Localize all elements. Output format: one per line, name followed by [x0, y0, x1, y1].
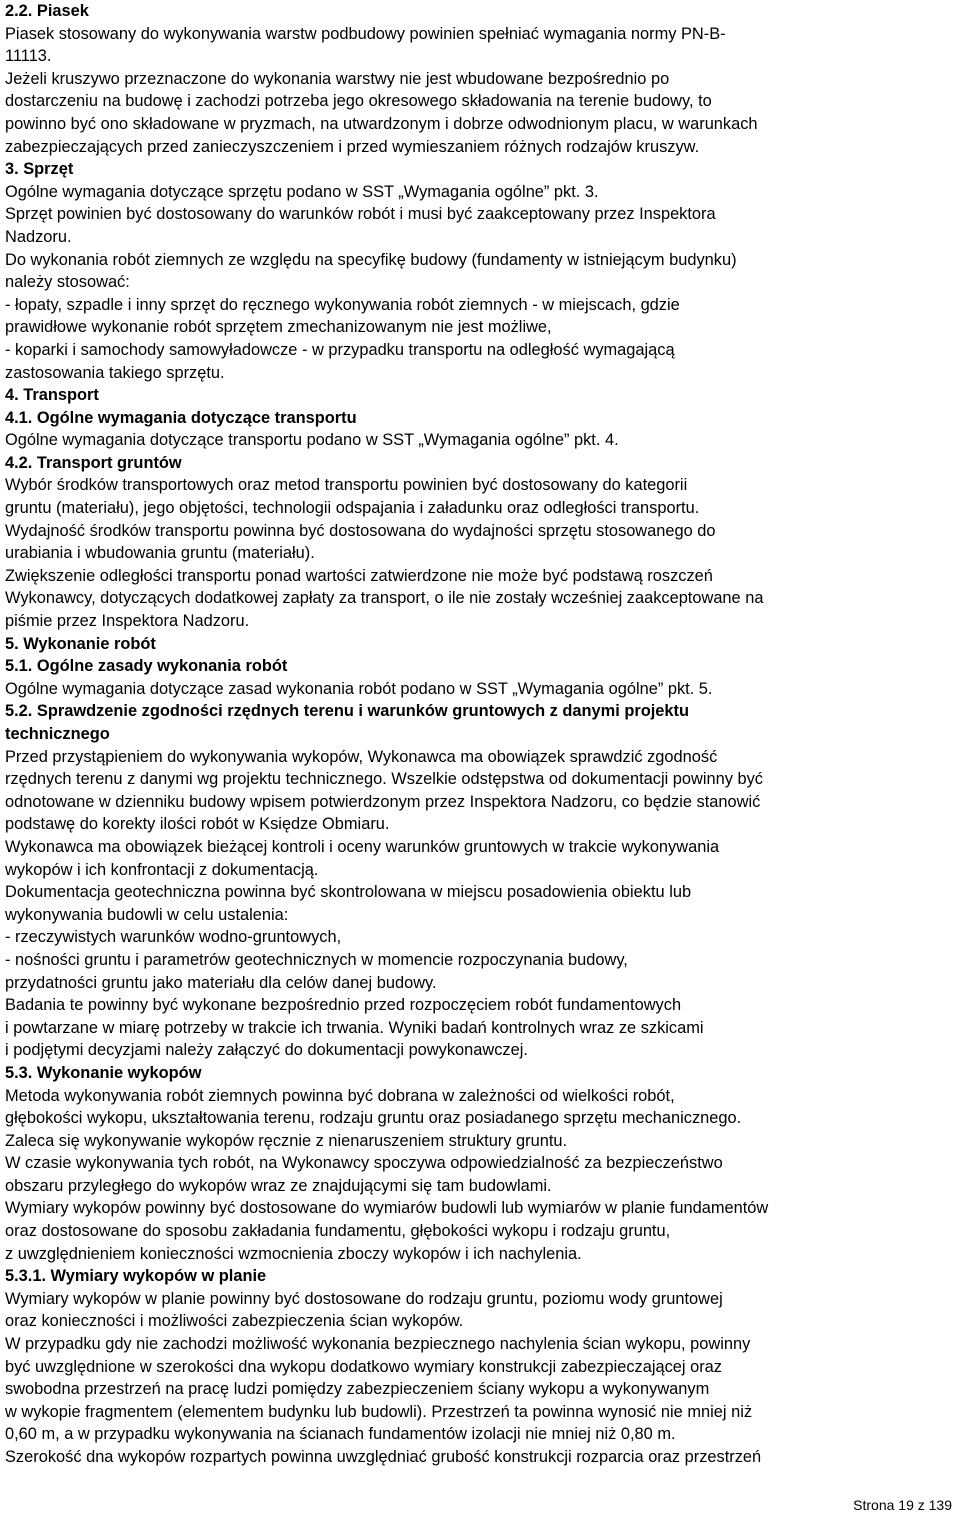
text-line: głębokości wykopu, ukształtowania terenu, rodzaju gruntu oraz posiadanego sprzętu mechanicznego. — [5, 1109, 742, 1128]
text-line: - nośności gruntu i parametrów geotechnicznych w momencie rozpoczynania budowy, — [5, 950, 628, 969]
text-line: przydatności gruntu jako materiału dla celów danej budowy. — [5, 973, 437, 992]
text-line: w wykopie fragmentem (elementem budynku lub budowli). Przestrzeń ta powinna wynosić nie mniej niż — [5, 1402, 753, 1421]
section-heading: 5.3. Wykonanie wykopów — [5, 1063, 202, 1082]
text-line: Dokumentacja geotechniczna powinna być skontrolowana w miejscu posadowienia obiektu lub — [5, 883, 692, 902]
section-heading: 3. Sprzęt — [5, 160, 74, 179]
text-line: W przypadku gdy nie zachodzi możliwość wykonania bezpiecznego nachylenia ścian wykopu, powinny — [5, 1335, 751, 1354]
text-line: Szerokość dna wykopów rozpartych powinna uwzględniać grubość konstrukcji rozparcia oraz przestrzeń — [5, 1448, 762, 1466]
text-line: zabezpieczających przed zanieczyszczeniem i przed wymieszaniem różnych rodzajów kruszyw. — [5, 137, 700, 156]
section-heading: 2.2. Piasek — [5, 2, 89, 20]
text-line: obszaru przyległego do wykopów wraz ze znajdującymi się tam budowlami. — [5, 1176, 552, 1195]
text-line: 11113. — [5, 47, 52, 66]
text-line: należy stosować: — [5, 273, 130, 292]
text-line: Badania te powinny być wykonane bezpośrednio przed rozpoczęciem robót fundamentowych — [5, 996, 682, 1015]
text-line: wykonywania budowli w celu ustalenia: — [5, 905, 289, 924]
section-heading: 5.2. Sprawdzenie zgodności rzędnych terenu i warunków gruntowych z danymi projektu — [5, 702, 689, 721]
text-line: - koparki i samochody samowyładowcze - w przypadku transportu na odległość wymagającą — [5, 340, 675, 359]
document-body — [5, 0, 954, 1469]
text-line: - łopaty, szpadle i inny sprzęt do ręcznego wykonywania robót ziemnych - w miejscach, gdzie — [5, 295, 680, 314]
text-line: Ogólne wymagania dotyczące sprzętu podano w SST „Wymagania ogólne” pkt. 3. — [5, 182, 599, 201]
text-line: Ogólne wymagania dotyczące zasad wykonania robót podano w SST „Wymagania ogólne” pkt. 5. — [5, 679, 713, 698]
text-line: Nadzoru. — [5, 227, 72, 246]
text-line: odnotowane w dzienniku budowy wpisem potwierdzonym przez Inspektora Nadzoru, co będzie stanowić — [5, 792, 761, 811]
text-line: zastosowania takiego sprzętu. — [5, 363, 225, 382]
text-line: dostarczeniu na budowę i zachodzi potrzeba jego okresowego składowania na terenie budowy, to — [5, 92, 712, 111]
text-line: Wykonawcy, dotyczących dodatkowej zapłaty za transport, o ile nie zostały wcześniej zaakceptowane na — [5, 589, 764, 608]
text-line: oraz konieczności i możliwości zabezpieczenia ścian wykopów. — [5, 1312, 464, 1331]
text-line: Jeżeli kruszywo przeznaczone do wykonania warstwy nie jest wbudowane bezpośrednio po — [5, 69, 670, 88]
text-line: powinno być ono składowane w pryzmach, na utwardzonym i dobrze odwodnionym placu, w warunkach — [5, 114, 758, 133]
text-line: wykopów i ich konfrontacji z dokumentacją. — [5, 860, 319, 879]
text-line: swobodna przestrzeń na pracę ludzi pomiędzy zabezpieczeniem ściany wykopu a wykonywanym — [5, 1380, 710, 1399]
text-line: Wydajność środków transportu powinna być dostosowana do wydajności sprzętu stosowanego do — [5, 521, 716, 540]
text-line: 0,60 m, a w przypadku wykonywania na ścianach fundamentów izolacji nie mniej niż 0,80 m. — [5, 1425, 676, 1444]
text-line: z uwzględnieniem konieczności wzmocnienia zboczy wykopów i ich nachylenia. — [5, 1244, 582, 1263]
text-line: Do wykonania robót ziemnych ze względu na specyfikę budowy (fundamenty w istniejącym budynku) — [5, 250, 737, 269]
text-line: Metoda wykonywania robót ziemnych powinna być dobrana w zależności od wielkości robót, — [5, 1086, 675, 1105]
text-line: Przed przystąpieniem do wykonywania wykopów, Wykonawca ma obowiązek sprawdzić zgodność — [5, 747, 718, 766]
text-line: podstawę do korekty ilości robót w Księdze Obmiaru. — [5, 815, 390, 834]
text-line: urabiania i wbudowania gruntu (materiału). — [5, 544, 315, 563]
section-heading: technicznego — [5, 725, 110, 743]
section-heading: 5.1. Ogólne zasady wykonania robót — [5, 657, 288, 676]
section-heading: 4. Transport — [5, 386, 99, 405]
text-line: Ogólne wymagania dotyczące transportu podano w SST „Wymagania ogólne” pkt. 4. — [5, 431, 619, 450]
text-line: Wykonawca ma obowiązek bieżącej kontroli i oceny warunków gruntowych w trakcie wykonywania — [5, 837, 720, 856]
text-line: piśmie przez Inspektora Nadzoru. — [5, 612, 250, 631]
section-heading: 4.2. Transport gruntów — [5, 453, 182, 472]
text-line: oraz dostosowane do sposobu zakładania fundamentu, głębokości wykopu i rodzaju gruntu, — [5, 1222, 671, 1241]
text-line: gruntu (materiału), jego objętości, technologii odspajania i załadunku oraz odległości transportu. — [5, 499, 700, 518]
section-heading: 5.3.1. Wymiary wykopów w planie — [5, 1267, 267, 1286]
page-number: Strona 19 z 139 — [853, 1497, 952, 1513]
section-heading: 4.1. Ogólne wymagania dotyczące transportu — [5, 408, 357, 427]
text-line: - rzeczywistych warunków wodno-gruntowych, — [5, 928, 342, 947]
text-line: być uwzględnione w szerokości dna wykopu dodatkowo wymiary konstrukcji zabezpieczającej oraz — [5, 1357, 722, 1376]
text-line: Wymiary wykopów powinny być dostosowane do wymiarów budowli lub wymiarów w planie fundamentów — [5, 1199, 769, 1218]
text-line: i powtarzane w miarę potrzeby w trakcie ich trwania. Wyniki badań kontrolnych wraz ze szkicami — [5, 1018, 704, 1037]
text-line: W czasie wykonywania tych robót, na Wykonawcy spoczywa odpowiedzialność za bezpieczeństwo — [5, 1154, 723, 1173]
text-line: Zwiększenie odległości transportu ponad wartości zatwierdzone nie może być podstawą roszczeń — [5, 566, 713, 585]
text-line: rzędnych terenu z danymi wg projektu technicznego. Wszelkie odstępstwa od dokumentacji powinny być — [5, 770, 764, 789]
text-line: Wymiary wykopów w planie powinny być dostosowane do rodzaju gruntu, poziomu wody gruntowej — [5, 1289, 723, 1308]
text-line: Sprzęt powinien być dostosowany do warunków robót i musi być zaakceptowany przez Inspektora — [5, 205, 716, 224]
text-line: Zaleca się wykonywanie wykopów ręcznie z nienaruszeniem struktury gruntu. — [5, 1131, 568, 1150]
text-line: Piasek stosowany do wykonywania warstw podbudowy powinien spełniać wymagania normy PN-B- — [5, 24, 726, 43]
text-line: Wybór środków transportowych oraz metod transportu powinien być dostosowany do kategorii — [5, 476, 688, 495]
text-line: i podjętymi decyzjami należy załączyć do dokumentacji powykonawczej. — [5, 1041, 528, 1060]
section-heading: 5. Wykonanie robót — [5, 634, 156, 653]
text-line: prawidłowe wykonanie robót sprzętem zmechanizowanym nie jest możliwe, — [5, 318, 552, 337]
